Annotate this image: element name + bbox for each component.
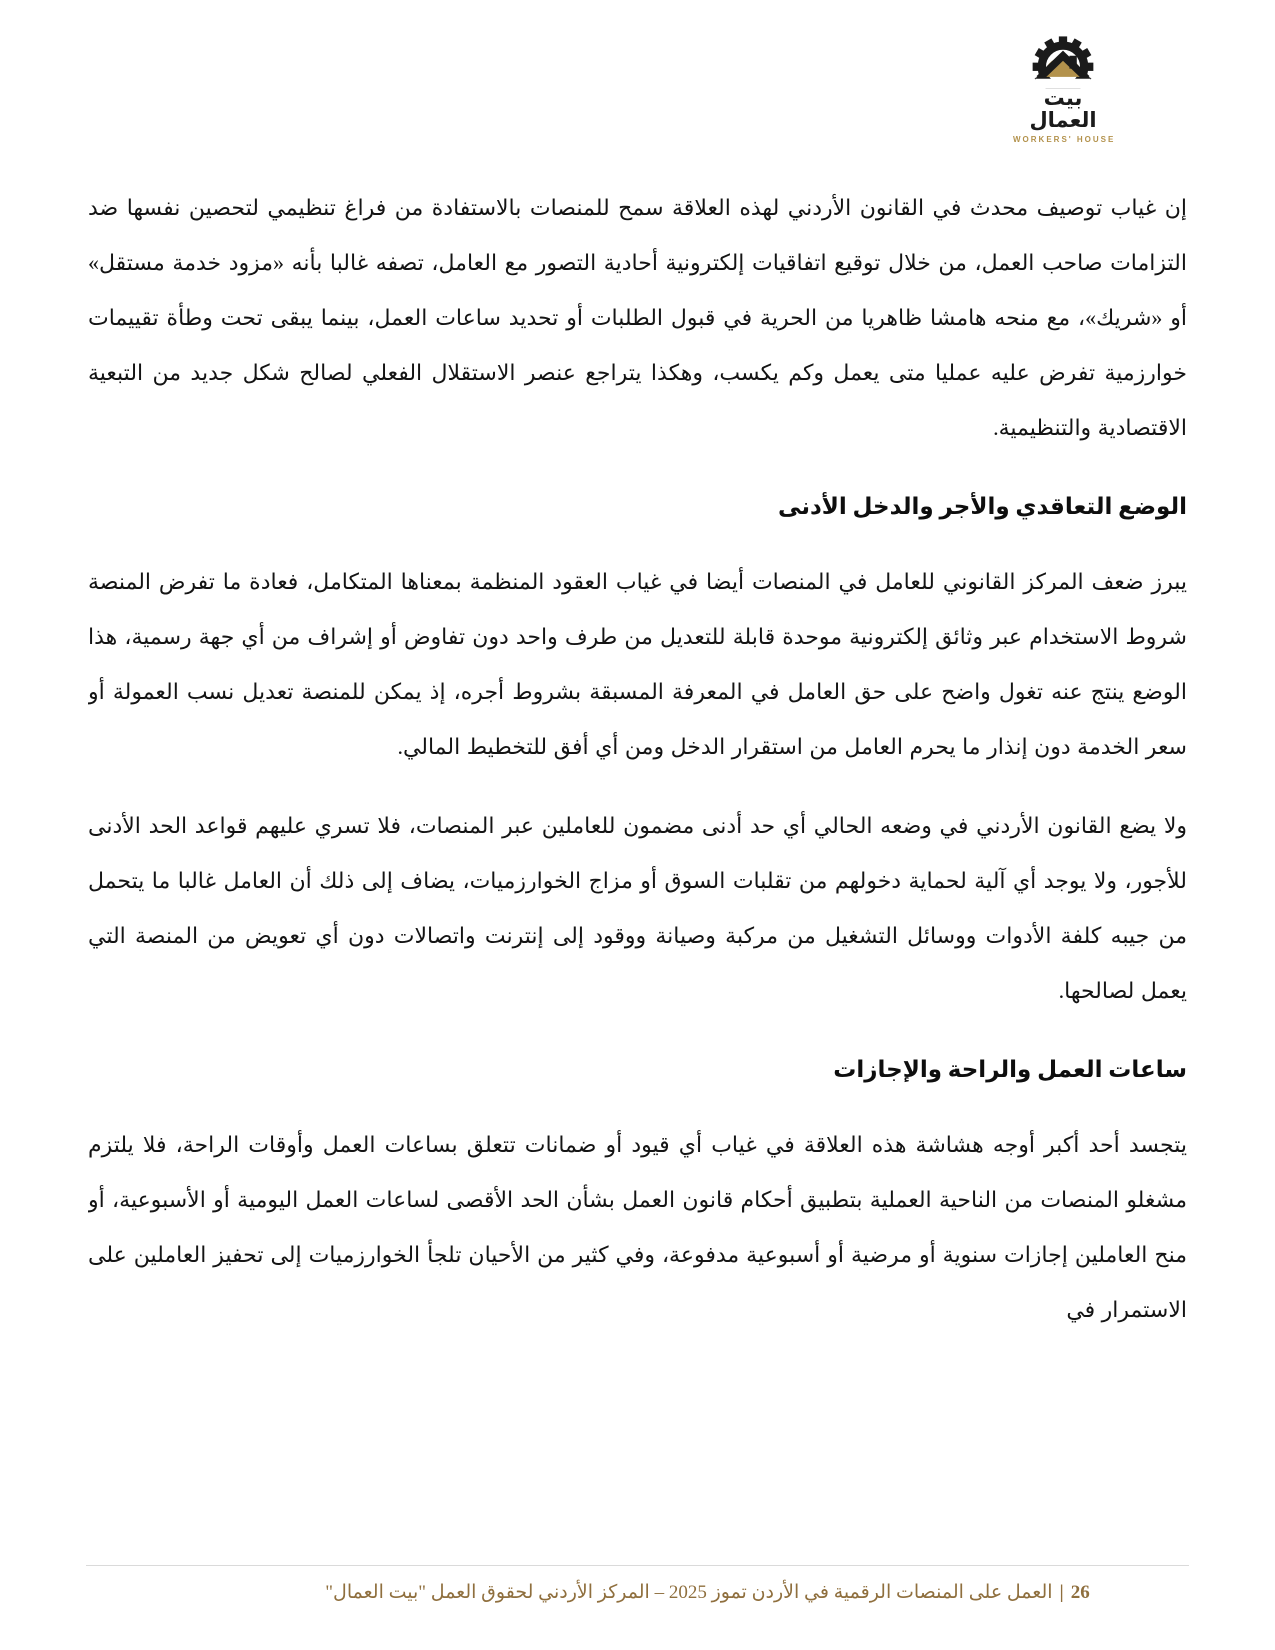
paragraph-3: ولا يضع القانون الأردني في وضعه الحالي أي حد أدنى مضمون للعاملين عبر المنصات، فلا تسري عليهم قواعد الحد الأدنى للأجور، ولا يوجد أي آلية لحماية دخولهم من تقلبات السوق أو مزاج الخوارزميات، يضاف إلى ذلك أن العامل غالبا ما يتحمل من جيبه كلفة الأدوات ووسائل التشغيل من مركبة وصيانة ووقود إلى إنترنت واتصالات دون أي تعويض من المنصة التي يعمل لصالحها. [88,813,1187,1003]
footer-text: العمل على المنصات الرقمية في الأردن تموز 2025 – المركز الأردني لحقوق العمل "بيت العمال" [325,1582,1053,1603]
paragraph-4: يتجسد أحد أكبر أوجه هشاشة هذه العلاقة في غياب أي قيود أو ضمانات تتعلق بساعات العمل وأوقات الراحة، فلا يلتزم مشغلو المنصات من الناحية العملية بتطبيق أحكام قانون العمل بشأن الحد الأقصى لساعات العمل اليومية أو الأسبوعية، أو منح العاملين إجازات سنوية أو مرضية أو أسبوعية مدفوعة، وفي كثير من الأحيان تلجأ الخوارزميات إلى تحفيز العاملين على الاستمرار في [88,1132,1187,1322]
section-heading-working-hours: ساعات العمل والراحة والإجازات [833,1057,1187,1082]
paragraph-1: إن غياب توصيف محدث في القانون الأردني لهذه العلاقة سمح للمنصات بالاستفادة من فراغ تنظيمي لتحصين نفسها ضد التزامات صاحب العمل، من خلال توقيع اتفاقيات إلكترونية أحادية التصور مع العامل، تصفه غالبا بأنه «مزود خدمة مستقل» أو «شريك»، مع منحه هامشا ظاهريا من الحرية في قبول الطلبات أو تحديد ساعات العمل، بينما يبقى تحت وطأة تقييمات خوارزمية تفرض عليه عمليا متى يعمل وكم يكسب، وهكذا يتراجع عنصر الاستقلال الفعلي لصالح شكل جديد من التبعية الاقتصادية والتنظيمية. [88,195,1187,440]
logo-tagline: WORKERS' HOUSE [1013,135,1116,145]
gear-house-icon [1017,28,1109,89]
paragraph-2: يبرز ضعف المركز القانوني للعامل في المنصات أيضا في غياب العقود المنظمة بمعناها المتكامل، فعادة ما تفرض المنصة شروط الاستخدام عبر وثائق إلكترونية موحدة قابلة للتعديل من طرف واحد دون تفاوض أو إشراف من أي جهة رسمية، هذا الوضع ينتج عنه تغول واضح على حق العامل في المعرفة المسبقة بشروط أجره، إذ يمكن للمنصة تعديل نسب العمولة أو سعر الخدمة دون إنذار ما يحرم العامل من استقرار الدخل ومن أي أفق للتخطيط المالي. [88,569,1187,759]
page-number: 26 [1070,1582,1090,1603]
workers-house-logo [1013,28,1116,145]
document-body [88,180,1187,1520]
section-heading-contract-wage: الوضع التعاقدي والأجر والدخل الأدنى [778,494,1187,519]
logo-title-line1: بيت [1043,86,1083,110]
footer-separator: | [1059,1582,1064,1603]
page-footer [86,1565,1189,1604]
logo-title-line2: العمال [1029,108,1097,133]
